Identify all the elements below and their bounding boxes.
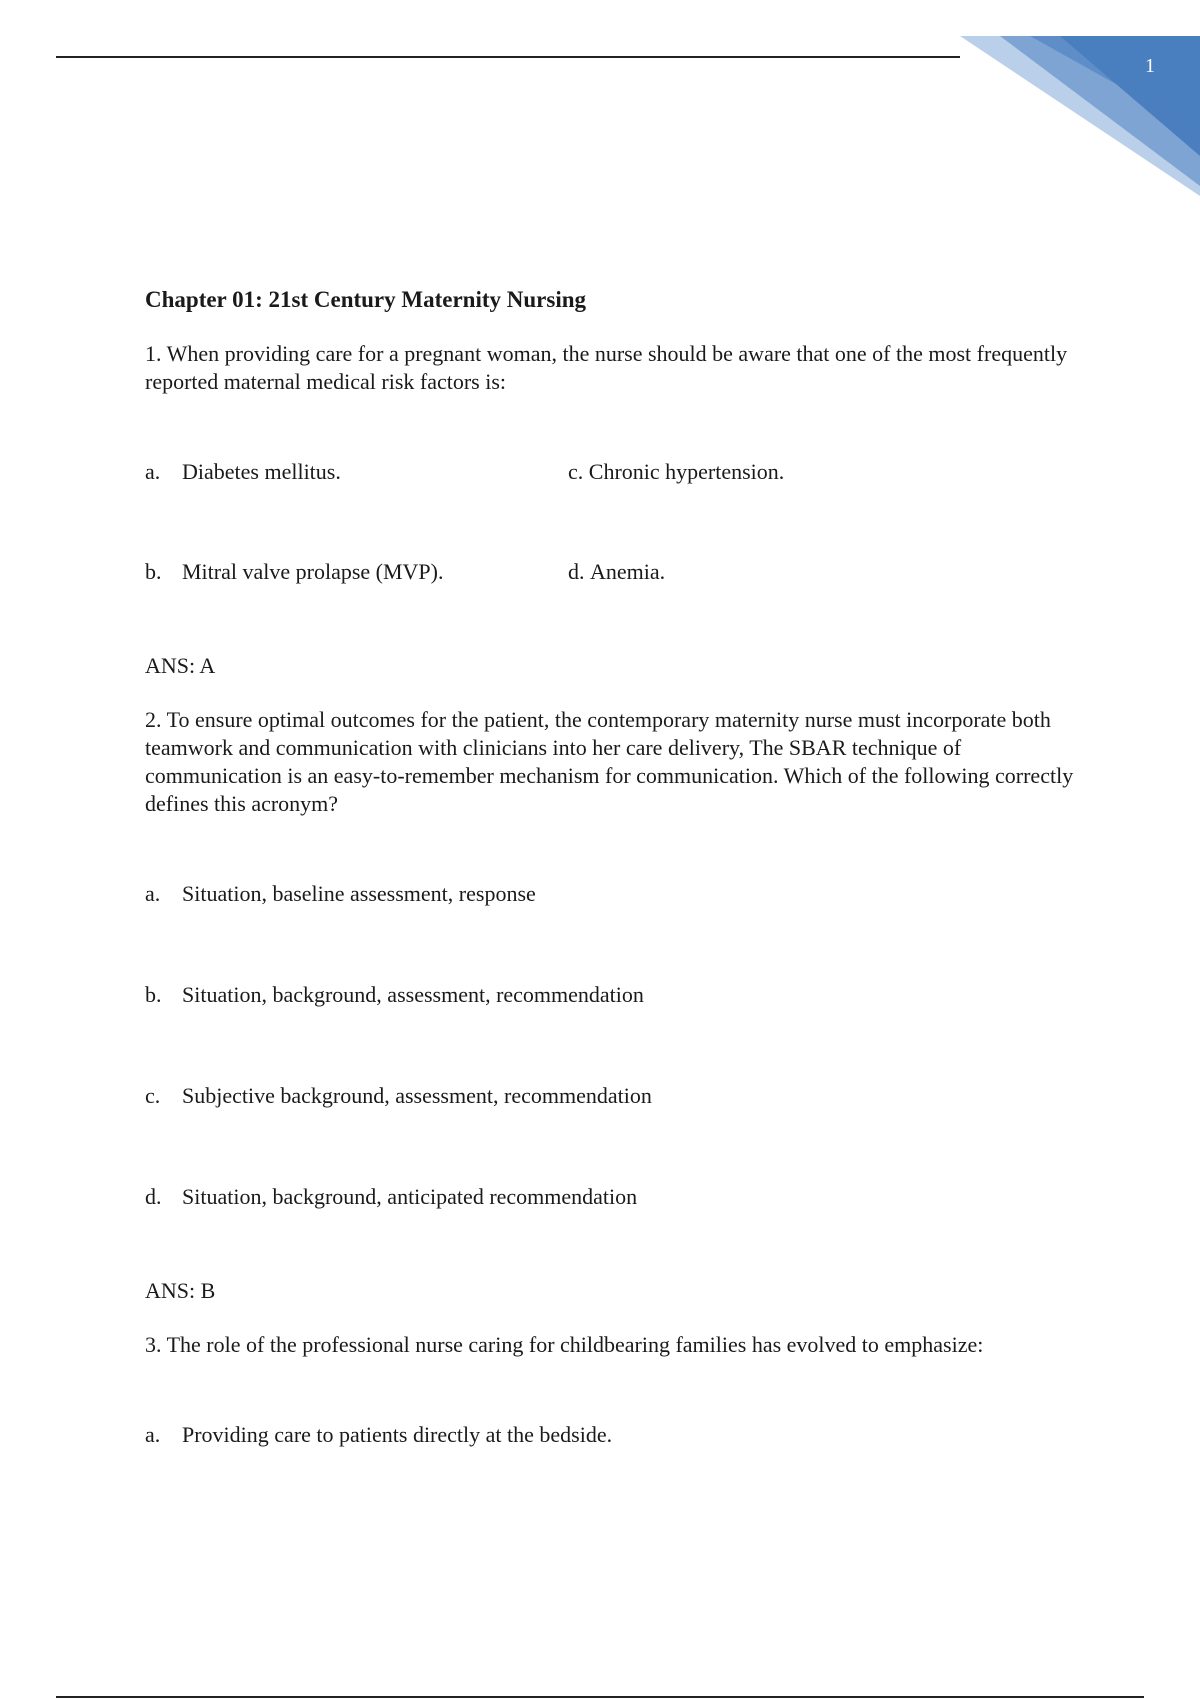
option-letter: c.: [145, 1083, 161, 1108]
option-letter: b.: [145, 982, 162, 1007]
question-2: 2. To ensure optimal outcomes for the patient, the contemporary maternity nurse must incorporate both teamwork and communication with clinicians into her care delivery, The SBAR technique of communication is an easy-to-remember mechanism for communication. Which of the following correctly defines this acronym?: [145, 707, 1074, 816]
option-text: Subjective background, assessment, recommendation: [182, 1083, 652, 1108]
option-c: [568, 458, 784, 486]
header-rule: [56, 56, 960, 58]
option-text: Situation, background, assessment, recommendation: [182, 982, 644, 1007]
option-row: [145, 558, 1085, 586]
option-text: Mitral valve prolapse (MVP).: [182, 559, 444, 584]
option-a: [145, 1421, 1085, 1449]
answer-2: ANS: B: [145, 1278, 216, 1303]
option-letter: d.: [145, 1184, 162, 1209]
option-letter: c.: [568, 459, 584, 484]
corner-decoration: [960, 36, 1200, 196]
document-body: [145, 286, 1085, 1522]
option-letter: a.: [145, 881, 161, 906]
option-a: [145, 458, 568, 486]
option-b: [145, 558, 568, 586]
option-text: Providing care to patients directly at the bedside.: [182, 1422, 613, 1447]
option-d: [568, 558, 665, 586]
option-row: [145, 458, 1085, 486]
option-c: [145, 1082, 1085, 1110]
option-text: Situation, baseline assessment, response: [182, 881, 536, 906]
option-text: Chronic hypertension.: [588, 459, 785, 484]
option-letter: b.: [145, 559, 162, 584]
option-d: [145, 1183, 1085, 1211]
option-text: Diabetes mellitus.: [182, 459, 341, 484]
footer-rule: [56, 1696, 1144, 1698]
page-number: 1: [1145, 55, 1155, 77]
option-letter: d.: [568, 559, 585, 584]
answer-1: ANS: A: [145, 653, 216, 678]
option-a: [145, 880, 1085, 908]
option-text: Anemia.: [590, 559, 666, 584]
option-letter: a.: [145, 1422, 161, 1447]
question-3: 3. The role of the professional nurse caring for childbearing families has evolved to emphasize:: [145, 1332, 984, 1357]
option-b: [145, 981, 1085, 1009]
option-letter: a.: [145, 459, 161, 484]
question-1: 1. When providing care for a pregnant woman, the nurse should be aware that one of the most frequently reported maternal medical risk factors is:: [145, 341, 1068, 394]
chapter-title: Chapter 01: 21st Century Maternity Nursing: [145, 287, 587, 312]
option-text: Situation, background, anticipated recommendation: [182, 1184, 638, 1209]
